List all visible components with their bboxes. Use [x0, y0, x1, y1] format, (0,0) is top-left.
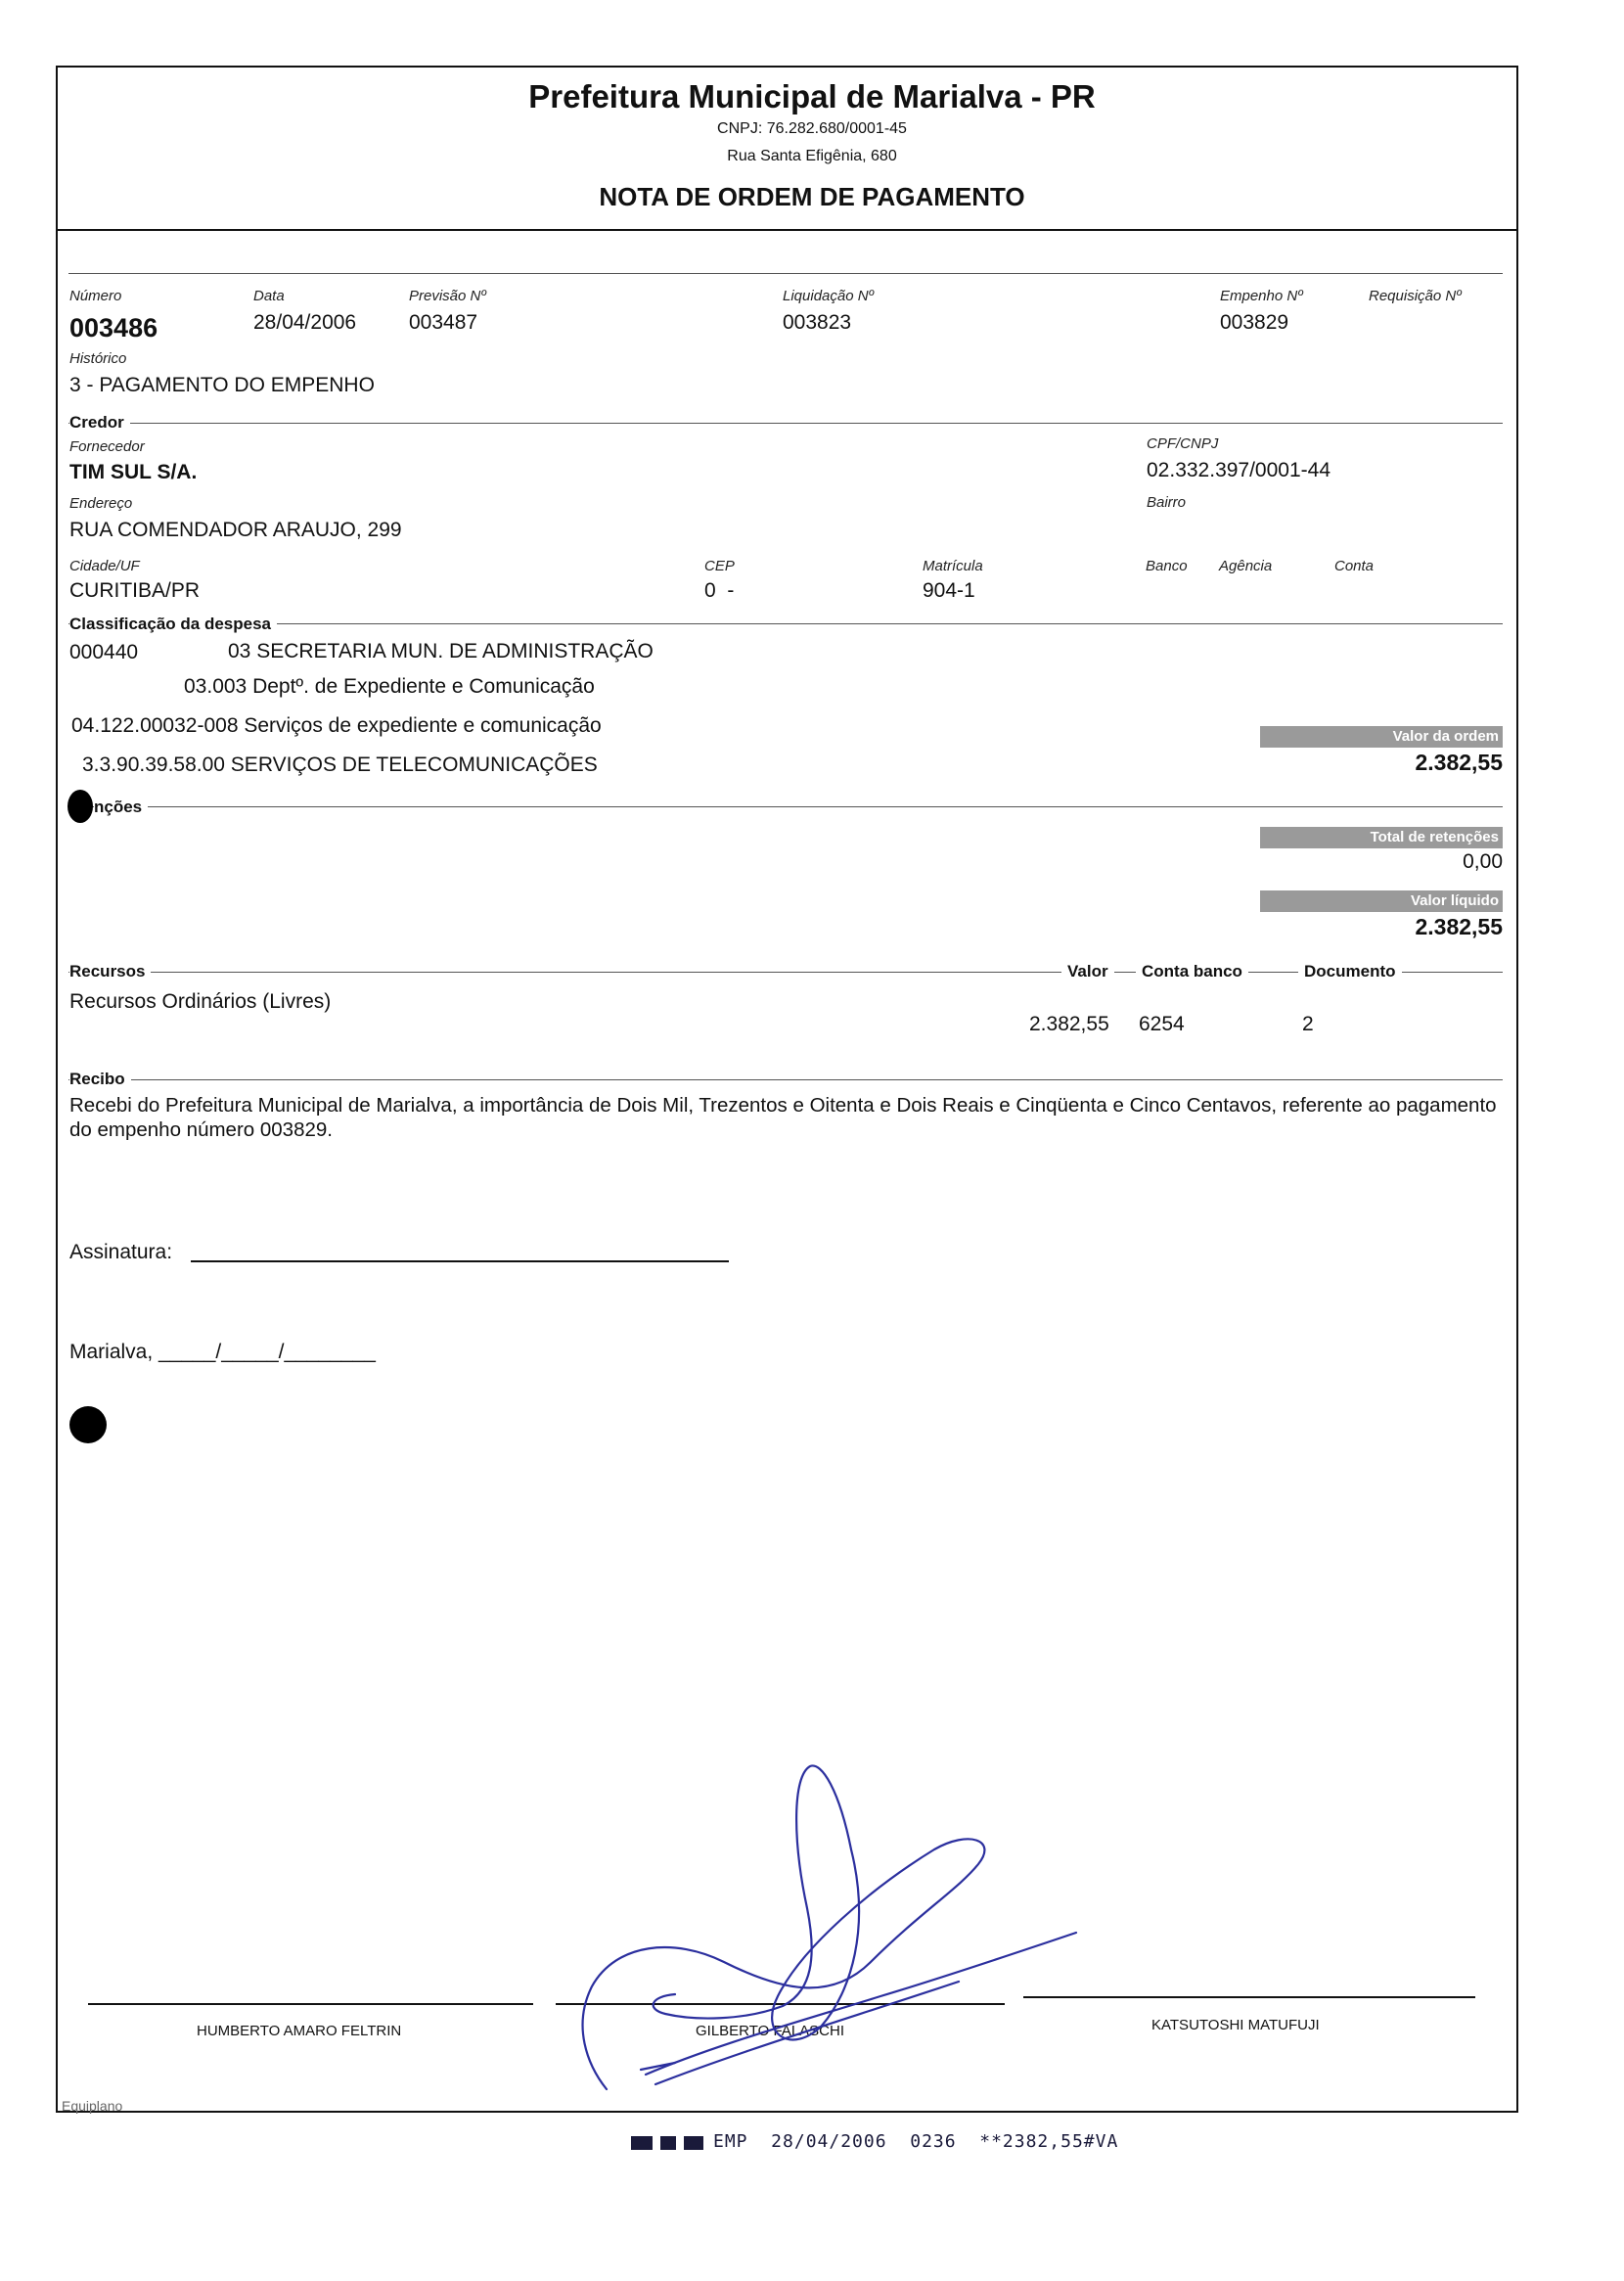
cep-value: 0 -	[704, 579, 735, 602]
retencoes-section-title: nções	[94, 798, 148, 817]
stamp-mark-icon	[684, 2136, 703, 2150]
punch-hole-mark	[68, 790, 93, 823]
elemento-value: 3.3.90.39.58.00 SERVIÇOS DE TELECOMUNICAÇÕES	[82, 753, 598, 776]
recursos-valor-header: Valor	[1061, 962, 1114, 981]
requisicao-label: Requisição Nº	[1369, 288, 1462, 304]
handwritten-signature	[548, 1752, 1096, 2123]
bairro-label: Bairro	[1147, 494, 1187, 511]
liquidacao-value: 003823	[783, 311, 852, 334]
cidade-label: Cidade/UF	[69, 558, 140, 574]
previsao-label: Previsão Nº	[409, 288, 486, 304]
signatory-3: KATSUTOSHI MATUFUJI	[1151, 2017, 1320, 2033]
matricula-label: Matrícula	[923, 558, 983, 574]
fornecedor-label: Fornecedor	[69, 438, 145, 455]
empenho-value: 003829	[1220, 311, 1289, 334]
punch-hole-mark-2	[69, 1406, 107, 1443]
cidade-value: CURITIBA/PR	[69, 579, 201, 602]
stamp-mark-icon	[660, 2136, 676, 2150]
endereco-value: RUA COMENDADOR ARAUJO, 299	[69, 519, 402, 541]
valor-ordem-label: Valor da ordem	[1260, 726, 1503, 748]
mechanical-stamp: EMP 28/04/2006 0236 **2382,55#VA	[713, 2131, 1119, 2152]
signature-line-1	[88, 2003, 533, 2005]
header-address: Rua Santa Efigênia, 680	[727, 148, 897, 164]
software-label: Equiplano	[62, 2098, 123, 2114]
departamento-value: 03.003 Deptº. de Expediente e Comunicação	[184, 675, 595, 698]
recursos-documento-header: Documento	[1298, 962, 1402, 981]
recursos-divider	[68, 972, 1503, 973]
signatory-2: GILBERTO FALASCHI	[696, 2023, 844, 2039]
recurso-valor: 2.382,55	[1029, 1013, 1109, 1035]
historico-value: 3 - PAGAMENTO DO EMPENHO	[69, 374, 375, 396]
cpf-label: CPF/CNPJ	[1147, 435, 1219, 452]
retencoes-divider	[68, 806, 1503, 807]
recurso-conta: 6254	[1139, 1013, 1185, 1035]
page-title: Prefeitura Municipal de Marialva - PR	[528, 78, 1096, 114]
recibo-text: Recebi do Prefeitura Municipal de Marialva, a importância de Dois Mil, Trezentos e Oitenta e Dois Reais e Cinqüenta e Cinco Centavos, referente ao pagamento do empenho número 003829.	[69, 1094, 1497, 1141]
assinatura-label: Assinatura:	[69, 1241, 173, 1263]
stamp-mark-icon	[631, 2136, 653, 2150]
secretaria-value: 03 SECRETARIA MUN. DE ADMINISTRAÇÃO	[228, 640, 654, 662]
info-divider	[68, 273, 1503, 274]
recursos-conta-header: Conta banco	[1136, 962, 1248, 981]
banco-label: Banco	[1146, 558, 1188, 574]
recursos-section-title: Recursos	[69, 962, 151, 981]
valor-ordem-value: 2.382,55	[1415, 750, 1503, 775]
matricula-value: 904-1	[923, 579, 975, 602]
historico-label: Histórico	[69, 350, 127, 367]
signatory-1: HUMBERTO AMARO FELTRIN	[197, 2023, 402, 2039]
cep-label: CEP	[704, 558, 735, 574]
numero-value: 003486	[69, 313, 158, 342]
total-retencoes-value: 0,00	[1463, 850, 1503, 873]
document-title: NOTA DE ORDEM DE PAGAMENTO	[599, 182, 1025, 211]
liquidacao-label: Liquidação Nº	[783, 288, 875, 304]
classificacao-code: 000440	[69, 641, 139, 663]
recurso-documento: 2	[1302, 1013, 1314, 1035]
numero-label: Número	[69, 288, 122, 304]
endereco-label: Endereço	[69, 495, 133, 512]
fornecedor-value: TIM SUL S/A.	[69, 461, 198, 483]
valor-liquido-label: Valor líquido	[1260, 890, 1503, 912]
header-cnpj: CNPJ: 76.282.680/0001-45	[717, 120, 907, 137]
local-data-line: Marialva, _____/_____/________	[69, 1341, 376, 1363]
recibo-divider	[68, 1079, 1503, 1080]
assinatura-line	[191, 1260, 729, 1262]
credor-divider	[68, 423, 1503, 424]
empenho-label: Empenho Nº	[1220, 288, 1303, 304]
classificacao-section-title: Classificação da despesa	[69, 615, 277, 634]
valor-liquido-value: 2.382,55	[1415, 914, 1503, 939]
previsao-value: 003487	[409, 311, 478, 334]
recurso-name: Recursos Ordinários (Livres)	[69, 990, 332, 1013]
total-retencoes-label: Total de retenções	[1260, 827, 1503, 848]
header-divider	[56, 229, 1518, 231]
conta-label: Conta	[1334, 558, 1375, 574]
cpf-value: 02.332.397/0001-44	[1147, 459, 1331, 481]
recibo-section-title: Recibo	[69, 1070, 131, 1089]
credor-section-title: Credor	[69, 413, 130, 433]
data-value: 28/04/2006	[253, 311, 357, 334]
data-label: Data	[253, 288, 285, 304]
agencia-label: Agência	[1219, 558, 1273, 574]
classificacao-divider	[68, 623, 1503, 624]
funcional-value: 04.122.00032-008 Serviços de expediente e comunicação	[71, 714, 602, 737]
